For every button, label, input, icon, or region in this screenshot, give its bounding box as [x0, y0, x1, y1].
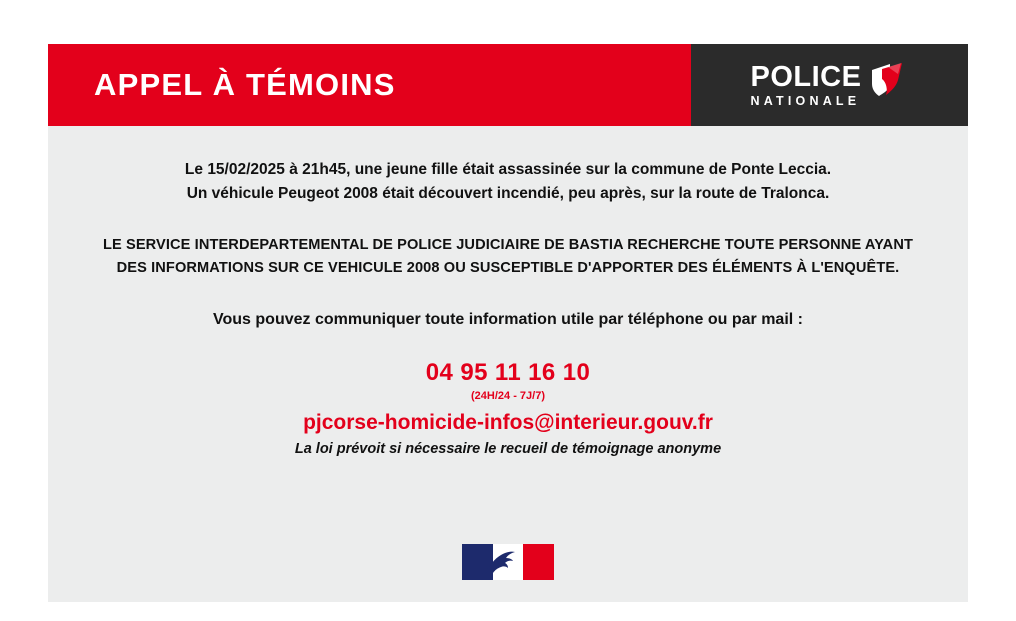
logo-police-label: POLICE: [750, 60, 862, 93]
logo-nationale-label: NATIONALE: [750, 93, 861, 108]
logo-text: [750, 60, 862, 108]
marianne-flag-icon: [462, 544, 554, 580]
logo-block: [750, 60, 909, 108]
anonymous-testimony-note: La loi prévoit si nécessaire le recueil de témoignage anonyme: [294, 441, 722, 458]
page-title: APPEL À TÉMOINS: [94, 67, 396, 102]
police-nationale-logo: [691, 44, 968, 126]
appeal-statement: LE SERVICE INTERDEPARTEMENTAL DE POLICE JUDICIAIRE DE BASTIA RECHERCHE TOUTE PERSONNE AYANT DES INFORMATIONS SUR CE VEHICULE 2008 OU SUSCEPTIBLE D'APPORTER DES ÉLÉMENTS À L'ENQUÊTE.: [103, 237, 913, 276]
header-red-band: [48, 44, 691, 126]
marianne-red-band: [523, 544, 554, 580]
police-emblem-icon: [868, 60, 908, 105]
footer-logo-area: [48, 544, 968, 580]
witness-appeal-poster: [48, 44, 968, 602]
contact-intro: Vous pouvez communiquer toute information utile par téléphone ou par mail :: [213, 311, 803, 329]
marianne-white-band: [493, 544, 524, 580]
incident-line-1: Le 15/02/2025 à 21h45, une jeune fille était assassinée sur la commune de Ponte Leccia.: [184, 161, 832, 178]
contact-phone[interactable]: 04 95 11 16 10: [425, 359, 591, 387]
poster-content: [48, 126, 968, 602]
contact-email[interactable]: pjcorse-homicide-infos@interieur.gouv.fr: [303, 411, 713, 435]
poster-header: [48, 44, 968, 126]
incident-summary: [90, 158, 926, 206]
incident-line-2: Un véhicule Peugeot 2008 était découvert incendié, peu après, sur la route de Tralonca.: [186, 185, 830, 203]
contact-phone-hours: (24H/24 - 7J/7): [471, 390, 545, 403]
